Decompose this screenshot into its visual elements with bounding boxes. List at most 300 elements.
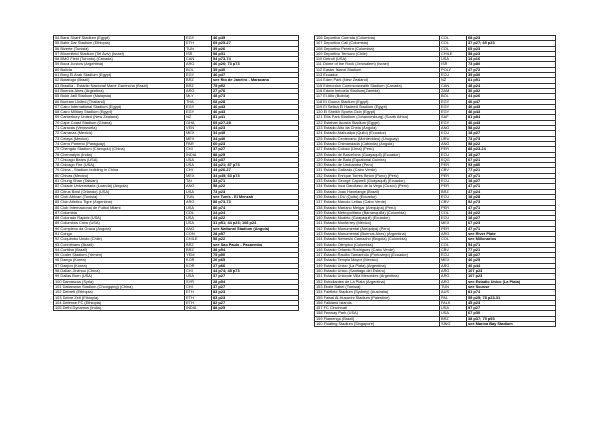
country-code-cell: YEM (185, 253, 212, 258)
issue-pages-cell: 54 p71 (467, 242, 556, 247)
country-code-cell: VEN (185, 126, 212, 131)
stadium-name-cell: 155 Faisal Al-Husseini Stadium (Palestine) (315, 295, 440, 300)
stadium-name-cell: 57 Bloomfield Stadium (Tel Aviv) (Israel) (54, 51, 185, 56)
issue-pages-cell: 26 p65 (212, 258, 299, 263)
country-code-cell: COL (185, 210, 212, 215)
stadium-name-cell: 141 Estadio Monterrey (Mexico) (315, 221, 440, 226)
issue-pages-cell: 97 p27 (467, 306, 556, 311)
stadium-name-cell: 78 Chicago Fire (USA) (54, 163, 185, 168)
issue-pages-cell: 46 p25 (467, 258, 556, 263)
stadium-name-cell: 116 Edwin Imboela Stadium(Zambia) (315, 88, 440, 93)
issue-pages-cell: 38 p37; 75 p93 (467, 316, 556, 321)
issue-pages-cell: 81 p51 (467, 78, 556, 83)
stadium-name-cell: 156 Falkland Islands (315, 300, 440, 305)
country-code-cell: ARG (185, 62, 212, 67)
stadium-name-cell: 126 Estadio Chimandada (Cabinda) (Angola) (315, 141, 440, 146)
issue-pages-cell: 81 p41 (212, 115, 299, 120)
stadium-name-cell: 113 Ecuador (315, 73, 440, 78)
issue-pages-cell: 47 p71 (467, 205, 556, 210)
country-code-cell: MEX (185, 136, 212, 141)
issue-pages-cell: 14 p16 (467, 57, 556, 62)
stadium-name-cell: 91 Congo (54, 231, 185, 236)
country-code-cell: BRZ (440, 316, 467, 321)
index-table-left (53, 35, 299, 311)
issue-pages-cell: 77 p21 (467, 168, 556, 173)
issue-pages-cell: 39 p26 (212, 46, 299, 51)
country-code-cell: NZ (440, 78, 467, 83)
issue-pages-cell: see Tunis - El Menzah (212, 194, 299, 199)
issue-pages-cell: 27 p76 (212, 88, 299, 93)
stadium-name-cell: 100 Damascus (Syria) (54, 279, 185, 284)
stadium-name-cell: 103 Debre Zeit (Ethiopia) (54, 295, 185, 300)
issue-pages-cell: 107 p23 (467, 274, 556, 279)
country-code-cell: MEX (440, 258, 467, 263)
issue-pages-cell: 73 p23 (212, 189, 299, 194)
stadium-name-cell: 111 Dome of the Rock (Jerusalem) (Israel) (315, 62, 440, 67)
stadium-name-cell: 97 Daejon (Korea) (54, 263, 185, 268)
stadium-name-cell: 101 Datianwan Stadium (Chongqing) (China) (54, 284, 185, 289)
stadium-name-cell: 69 Canterbury United (New Zealand) (54, 115, 185, 120)
country-code-cell: ARG (185, 200, 212, 205)
stadium-name-cell: 135 Estadio Joao Havelange (Brazil) (315, 189, 440, 194)
issue-pages-cell: 34 p37 (212, 157, 299, 162)
issue-pages-cell: 46 p43 (212, 110, 299, 115)
stadium-name-cell: 125 Estadio Centenario (Montevideo) (Uruguay) (315, 136, 440, 141)
stadium-name-cell: 60 Bolivia (54, 67, 185, 72)
stadium-name-cell: 89 Columbus Crew (USA) (54, 221, 185, 226)
stadium-name-cell: 93 Corinthians (Brazil) (54, 242, 185, 247)
issue-pages-cell: 35 p30 (467, 73, 556, 78)
issue-pages-cell: 44 p26-27 (212, 168, 299, 173)
country-code-cell: ECU (440, 131, 467, 136)
stadium-name-cell: 102 Debrelt (Ethiopia) (54, 290, 185, 295)
country-code-cell: PER (440, 147, 467, 152)
country-code-cell: POLY (440, 67, 467, 72)
stadium-name-cell: 152 Estudiantes de La Plata (Argentina) (315, 279, 440, 284)
country-code-cell: ARG (440, 269, 467, 274)
issue-pages-cell: 86 p74 (212, 205, 299, 210)
country-code-cell: USA (185, 163, 212, 168)
stadium-name-cell: 112 Easter Island Stadium (315, 67, 440, 72)
issue-pages-cell: 67 p30 (467, 311, 556, 316)
country-code-cell: ANG (440, 126, 467, 131)
country-code-cell: USA (440, 306, 467, 311)
issue-pages-cell: 73 p80 (467, 62, 556, 67)
stadium-name-cell: 79 China - Stadium building in China (54, 168, 185, 173)
country-code-cell: SAF (440, 115, 467, 120)
stadium-name-cell: 58 BMO Field (Toronto) (Canada) (54, 57, 185, 62)
country-code-cell: CHILE (440, 51, 467, 56)
country-code-cell: BRZ (185, 242, 212, 247)
country-code-cell: CBV (440, 168, 467, 173)
stadium-name-cell: 160 Floating Stadium (Singapore) (315, 322, 440, 327)
issue-pages-cell: 81 p84 (467, 115, 556, 120)
issue-pages-cell: 58 p22 (467, 126, 556, 131)
issue-pages-cell: 27 p66 (212, 263, 299, 268)
issue-pages-cell: 82 p27 (212, 300, 299, 305)
stadium-name-cell: 136 Estadio LDU (Quito) (Ecuador) (315, 194, 440, 199)
issue-pages-cell: 34 p22 (467, 210, 556, 215)
issue-pages-cell: 69 p25-27 (212, 41, 299, 46)
stadium-name-cell: 104 Defence FC (Ethiopia) (54, 300, 185, 305)
issue-pages-cell: 40 p44 (467, 263, 556, 268)
stadium-name-cell: 88 Colorado Rapids (USA) (54, 216, 185, 221)
country-code-cell: USA (185, 205, 212, 210)
stadium-name-cell: 121 Ellis Park Stadium (Johannesburg) (South Africa) (315, 115, 440, 120)
issue-pages-cell: 47 p24 (467, 189, 556, 194)
issue-pages-cell: 68 p28 (212, 99, 299, 104)
country-code-cell: COL (440, 36, 467, 41)
stadium-name-cell: 114 Eden Park (New Zealand) (315, 78, 440, 83)
stadium-name-cell: 98 Dalian Jinzhou (China) (54, 269, 185, 274)
stadium-name-cell: 118 El Gouna Stadium (Egypt) (315, 99, 440, 104)
country-code-cell: ECU (440, 152, 467, 157)
issue-pages-cell: 28 p54 (212, 279, 299, 284)
issue-pages-cell: 37 p27; 65 p23 (467, 41, 556, 46)
issue-pages-cell: 46 p45 (212, 36, 299, 41)
stadium-name-cell: 159 Flamengo (Brazil) (315, 316, 440, 321)
stadium-name-cell: 61 Borg El Arab Stadium (Egypt) (54, 73, 185, 78)
country-code-cell: CAN (440, 83, 467, 88)
country-code-cell: EGY (185, 110, 212, 115)
issue-pages-cell: 34 p49 (212, 131, 299, 136)
stadium-name-cell: 77 Chicago Bears (USA) (54, 157, 185, 162)
stadium-name-cell: 59 Boca Juniors (Argentina) (54, 62, 185, 67)
table-row (315, 322, 556, 327)
country-code-cell: BRZ (185, 247, 212, 252)
country-code-cell: BOL (185, 67, 212, 72)
issue-pages-cell: 65 p23 (467, 46, 556, 51)
issue-pages-cell: 48 p73 (212, 94, 299, 99)
issue-pages-cell: 46 p43 (467, 110, 556, 115)
country-code-cell: USA (440, 311, 467, 316)
stadium-name-cell: 107 Deportivo Cali (Colombia) (315, 41, 440, 46)
stadium-name-cell: 70 Cape Coast Stadium (Ghana) (54, 120, 185, 125)
stadium-name-cell: 128 Estadio de Barcelona (Guayaquil) (Ecuador) (315, 152, 440, 157)
issue-pages-cell: 88 p23-24 (467, 147, 556, 152)
issue-pages-cell: 60 p23 (212, 141, 299, 146)
issue-pages-cell: see National Stadium (Angola) (212, 226, 299, 231)
stadium-name-cell: 90 Complexo da Graca (Angola) (54, 226, 185, 231)
country-code-cell: ECU (440, 253, 467, 258)
country-code-cell: TAI (185, 179, 212, 184)
country-code-cell: CHI (185, 284, 212, 289)
issue-pages-cell: 46 p47 (212, 73, 299, 78)
country-code-cell: EGY (440, 110, 467, 115)
issue-pages-cell: 24 p24 (212, 210, 299, 215)
country-code-cell: CHILE (185, 237, 212, 242)
country-code-cell: EGY (185, 36, 212, 41)
stadium-name-cell: 157 FC Cincinnati (315, 306, 440, 311)
stadium-name-cell: 96 Daegu (Korea) (54, 258, 185, 263)
issue-pages-cell: 88 p25 (212, 152, 299, 157)
stadium-name-cell: 115 Edmonton Commonwealth Stadium (Canada) (315, 83, 440, 88)
country-code-cell: COL (440, 46, 467, 51)
stadium-name-cell: 82 Cidade Universitaria (Luanda) (Angola) (54, 184, 185, 189)
stadium-name-cell: 63 Brasilia - Estádio Nacional Mané Garrincha (Brazil) (54, 83, 185, 88)
issue-pages-cell: 44 p74; 48 p73 (212, 269, 299, 274)
issue-pages-cell: 93 p80 (467, 163, 556, 168)
country-code-cell: TUN (185, 46, 212, 51)
stadium-name-cell: 65 Bukit Jalil Stadium (Malaysia) (54, 94, 185, 99)
country-code-cell: INDIA (185, 152, 212, 157)
stadium-name-cell: 133 Estadio George Capwell (Guayaquil) (Ecuador) (315, 179, 440, 184)
country-code-cell: CBV (440, 200, 467, 205)
country-code-cell: SYR (185, 279, 212, 284)
issue-pages-cell: 33 p71 (212, 179, 299, 184)
issue-pages-cell: 73 p73 (467, 136, 556, 141)
stadium-name-cell: 105 Delhi Dynamos (India) (54, 306, 185, 311)
country-code-cell: EGY (185, 73, 212, 78)
country-code-cell: EQG (440, 157, 467, 162)
country-code-cell: USA (185, 189, 212, 194)
country-code-cell: ARG (440, 263, 467, 268)
stadium-name-cell: 139 Estadio Metropolitano (Barranquilla) (Colombia) (315, 210, 440, 215)
country-code-cell: CAN (185, 57, 212, 62)
issue-pages-cell: see Sousse (467, 284, 556, 289)
stadium-name-cell: 74 Cerro Porteno (Paraguay) (54, 141, 185, 146)
country-code-cell: MEX (440, 221, 467, 226)
country-code-cell: ECU (440, 216, 467, 221)
country-code-cell: GHA (185, 120, 212, 125)
country-code-cell: TUN (440, 284, 467, 289)
issue-pages-cell: 44 p23 (212, 126, 299, 131)
country-code-cell: AUS (440, 290, 467, 295)
country-code-cell: COL (440, 237, 467, 242)
issue-pages-cell: see Millonarios (467, 237, 556, 242)
country-code-cell: ECU (440, 179, 467, 184)
stadium-name-cell: 76 Chennaiyin (India) (54, 152, 185, 157)
country-code-cell: URU (440, 136, 467, 141)
issue-pages-cell: 88 p25 (212, 306, 299, 311)
country-code-cell: ARG (185, 88, 212, 93)
issue-pages-cell: 55 p25; 78 p23-31 (467, 295, 556, 300)
country-code-cell: COL (440, 242, 467, 247)
stadium-name-cell: 73 Celaya (Mexico) (54, 136, 185, 141)
issue-pages-cell: 36 p32 (467, 88, 556, 93)
stadium-name-cell: 145 Estadio Olimpico (Colombia) (315, 242, 440, 247)
country-code-cell: CBV (440, 247, 467, 252)
issue-pages-cell: 18 p27 (467, 131, 556, 136)
issue-pages-cell: 34 p40 (212, 136, 299, 141)
issue-pages-cell: 98 p31 (212, 51, 299, 56)
country-code-cell: SING (440, 322, 467, 327)
issue-pages-cell: 46 p43 (467, 120, 556, 125)
country-code-cell: FALK (440, 300, 467, 305)
issue-pages-cell: see Rio de Janeiro - Maracana (212, 78, 299, 83)
stadium-name-cell: 81 Chung Shan (Taiwan) (54, 179, 185, 184)
country-code-cell: CON (185, 231, 212, 236)
country-code-cell: CHI (185, 269, 212, 274)
country-code-cell: PER (440, 173, 467, 178)
country-code-cell: ETH (185, 295, 212, 300)
country-code-cell: USA (440, 57, 467, 62)
country-code-cell: ISR (185, 51, 212, 56)
stadium-name-cell: 86 Club Internacional de Futbol Miami (54, 205, 185, 210)
stadium-name-cell: 106 Deportivo Cuenda (Colombia) (315, 36, 440, 41)
index-table-right-body (315, 36, 556, 327)
issue-pages-cell: 44 p22 (212, 216, 299, 221)
issue-pages-cell: 46 p47 (467, 99, 556, 104)
country-code-cell: ZAM (440, 88, 467, 93)
stadium-name-cell: 147 Estadio Raulito Tamarindo (Portoviejo) (Ecuador) (315, 253, 440, 258)
country-code-cell: ARG (440, 274, 467, 279)
issue-pages-cell: 67 p21 (467, 157, 556, 162)
issue-pages-cell: 47 p71 (467, 184, 556, 189)
stadium-name-cell: 92 Coquimbo Unido (Chile) (54, 237, 185, 242)
country-code-cell: BOL (440, 94, 467, 99)
country-code-cell: PER (440, 205, 467, 210)
stadium-name-cell: 137 Estadio Manolo Leitao (Cabo Verde) (315, 200, 440, 205)
index-table-right (314, 35, 556, 327)
issue-pages-cell: 47 p72 (467, 67, 556, 72)
issue-pages-cell: see Marina Bay Stadium (467, 322, 556, 327)
country-code-cell: MLY (185, 94, 212, 99)
issue-pages-cell: 47 p71 (467, 173, 556, 178)
stadium-name-cell: 75 Chengdu Stadium (Chengdu) (China) (54, 147, 185, 152)
stadium-name-cell: 149 Estadio Unico (La Plata) (Argentina) (315, 263, 440, 268)
country-code-cell: COL (440, 41, 467, 46)
issue-pages-cell: see Sao Paulo - Pacaembu (212, 242, 299, 247)
stadium-name-cell: 130 Estadio de Urubamba (Peru) (315, 163, 440, 168)
stadium-name-cell: 120 El Sheikh Sporta Club (Egypt) (315, 110, 440, 115)
issue-pages-cell: 69 p27-28 (212, 120, 299, 125)
issue-pages-cell: 45 p23 (467, 300, 556, 305)
issue-pages-cell: 18 p27 (467, 179, 556, 184)
country-code-cell: EGY (440, 99, 467, 104)
stadium-name-cell: 68 Cairo Military Stadium (Egypt) (54, 110, 185, 115)
issue-pages-cell: 58 p23 (467, 51, 556, 56)
stadium-name-cell: 80 Chivas (Mexico) (54, 173, 185, 178)
stadium-name-cell: 108 Deportivo Pereira (Colombia) (315, 46, 440, 51)
country-code-cell: CHI (185, 147, 212, 152)
issue-pages-cell: 28 p57 (212, 231, 299, 236)
stadium-name-cell: 99 Dallas Burn (USA) (54, 274, 185, 279)
country-code-cell: EGY (440, 120, 467, 125)
stadium-name-cell: 124 Estadio Atahualpa (Quito) (Ecuador) (315, 131, 440, 136)
country-code-cell: ARG (440, 279, 467, 284)
country-code-cell: USA (185, 274, 212, 279)
country-code-cell: NZ (185, 115, 212, 120)
issue-pages-cell: 107 p23 (467, 269, 556, 274)
stadium-name-cell: 140 Estadio Modelo (Guayaquil) (Ecuador) (315, 216, 440, 221)
country-code-cell: USA (185, 157, 212, 162)
stadium-name-cell: 83 Citrus Bowl (Orlando) (USA) (54, 189, 185, 194)
stadium-name-cell: 123 Estadio Alto da Chela (Angola) (315, 126, 440, 131)
stadium-name-cell: 85 Club Atletico Tigre (Argentina) (54, 200, 185, 205)
stadium-name-cell: 142 Estadio Monumental (Arequipa) (Peru) (315, 226, 440, 231)
stadium-name-cell: 122 Esteban Acosta Stadium (Egypt) (315, 120, 440, 125)
stadium-name-cell: 146 Estadio Orlando Rodrigues (Cabo Verde) (315, 247, 440, 252)
issue-pages-cell: 48 p24 (467, 83, 556, 88)
issue-pages-cell: 44 p26 (467, 94, 556, 99)
country-code-cell: ARG (440, 231, 467, 236)
country-code-cell: ECU (440, 194, 467, 199)
stadium-name-cell: 110 Detroit (USA) (315, 57, 440, 62)
country-code-cell: BRZ (185, 78, 212, 83)
country-code-cell: COL (440, 210, 467, 215)
stadium-name-cell: 151 Estadio Unicode Villa Mercedes (Argentina) (315, 274, 440, 279)
country-code-cell: ETH (185, 41, 212, 46)
country-code-cell: PER (440, 184, 467, 189)
country-code-cell: USA (185, 216, 212, 221)
stadium-name-cell: 134 Estadio Inca Garcilaso de la Vega (Cuzco) (Peru) (315, 184, 440, 189)
issue-pages-cell: 46 p43 (467, 104, 556, 109)
country-code-cell: KOR (185, 263, 212, 268)
country-code-cell: ANG (185, 184, 212, 189)
stadium-name-cell: 62 Botafogo (Brazil) (54, 78, 185, 83)
stadium-name-cell: 117 El Alto (Bolivia) (315, 94, 440, 99)
country-code-cell: KOR (185, 258, 212, 263)
country-code-cell: THA (185, 99, 212, 104)
table-row (54, 306, 299, 311)
issue-pages-cell: 18 p27 (467, 253, 556, 258)
issue-pages-cell: 52 p73 (467, 200, 556, 205)
issue-pages-cell: 46 p26; 73 p73 (212, 62, 299, 67)
country-code-cell: EGY (185, 104, 212, 109)
stadium-name-cell: 158 Fenway Park (USA) (315, 311, 440, 316)
issue-pages-cell: 83 p23 (212, 290, 299, 295)
issue-pages-cell: 18 p28 (467, 194, 556, 199)
index-table-left-body (54, 36, 299, 311)
country-code-cell: PER (440, 163, 467, 168)
country-code-cell: BRZ (440, 189, 467, 194)
issue-pages-cell: 83 p23 (212, 295, 299, 300)
country-code-cell: BRZ (185, 83, 212, 88)
issue-pages-cell: 77 p21 (467, 247, 556, 252)
issue-pages-cell: 18 p27 (467, 152, 556, 157)
stadium-name-cell: 64 Buenos Aires (Argentina) (54, 88, 185, 93)
stadium-name-cell: 56 Bizerte (Tunisia) (54, 46, 185, 51)
stadium-name-cell: 131 Estadio Gallardo (Cabo Verde) (315, 168, 440, 173)
stadium-name-cell: 153 Etoile Sahel (Tunisia) (315, 284, 440, 289)
stadium-name-cell: 84 Club African (Tunisia) (54, 194, 185, 199)
issue-pages-cell: 88 p73-73 (212, 200, 299, 205)
country-code-cell: EGY (440, 104, 467, 109)
issue-pages-cell: 75 p50 (212, 253, 299, 258)
country-code-cell: USA (185, 221, 212, 226)
stadium-name-cell: 132 Estadio Enrique Torres Belon (Puno) (Peru) (315, 173, 440, 178)
stadium-name-cell: 66 Buriram United (Thailand) (54, 99, 185, 104)
country-code-cell: TUN (185, 194, 212, 199)
stadium-name-cell: 150 Estadio Unico (Santiago del Estero) (315, 269, 440, 274)
stadium-name-cell: 55 Bahir Dar Stadium (Ethiopia) (54, 41, 185, 46)
country-code-cell: INDIA (185, 306, 212, 311)
country-code-cell: ETH (185, 300, 212, 305)
stadium-name-cell: 54 Barsi Sharif Stadium (Egypt) (54, 36, 185, 41)
stadium-name-cell: 148 Estadio Templo Mayor (Mexico) (315, 258, 440, 263)
stadium-name-cell: 87 Colombia (54, 210, 185, 215)
stadium-name-cell: 71 Caracas (Venezuela) (54, 126, 185, 131)
issue-pages-cell: 44 p21; 87 p73 (212, 163, 299, 168)
country-code-cell: PAR (185, 141, 212, 146)
country-code-cell: ANG (185, 226, 212, 231)
stadium-name-cell: 127 Estadio Coloso (Lima) (Peru) (315, 147, 440, 152)
stadium-name-cell: 119 El Sekka El Hadeed Stadium (Egypt) (315, 104, 440, 109)
issue-pages-cell: 37 p27 (212, 284, 299, 289)
issue-pages-cell: 46 p43 (212, 104, 299, 109)
stadium-name-cell: 129 Estadio de Bata (Equatorial Guinea) (315, 157, 440, 162)
issue-pages-cell: 47 p71 (467, 226, 556, 231)
issue-pages-cell: see Estadio Unico (La Plata) (467, 279, 556, 284)
issue-pages-cell: 37 p27 (212, 147, 299, 152)
issue-pages-cell: 75 p92 (212, 83, 299, 88)
country-code-cell: ETH (185, 290, 212, 295)
country-code-cell: ANG (440, 141, 467, 146)
issue-pages-cell: 38 p54 (212, 247, 299, 252)
stadium-name-cell: 154 Fairfield Stadium (Sydney) (Australia) (315, 290, 440, 295)
stadium-name-cell: 143 Estadio Monumental (Buenos Aires) (Argentina) (315, 231, 440, 236)
